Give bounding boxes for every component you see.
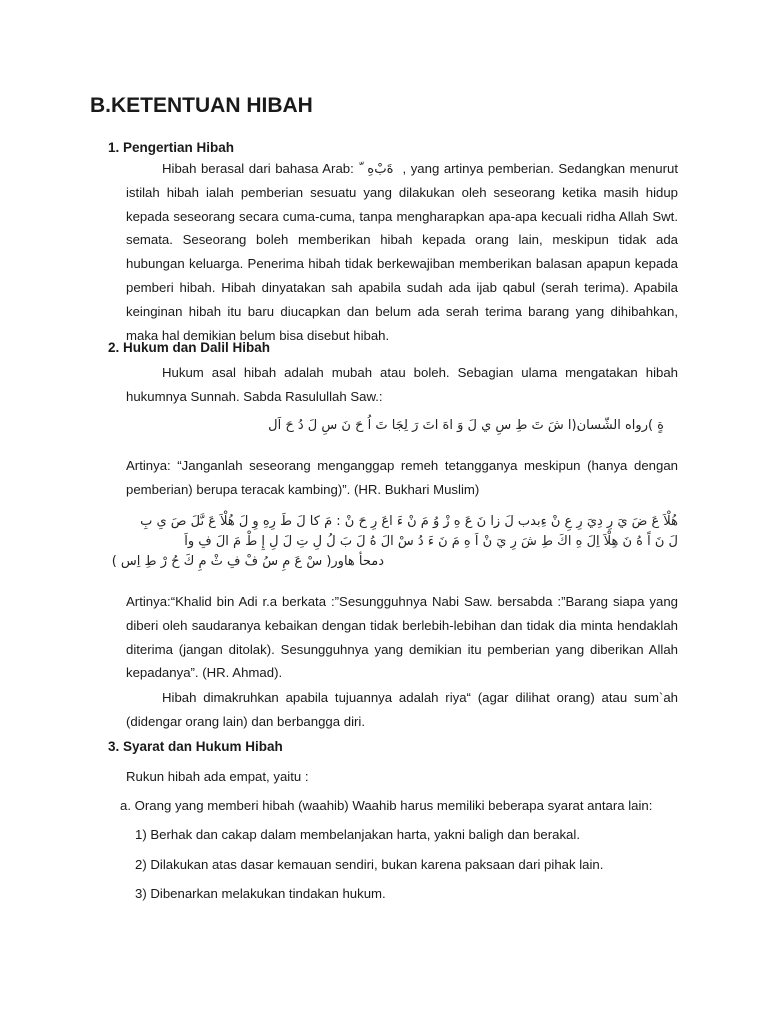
section-3-intro: Rukun hibah ada empat, yaitu : — [126, 769, 309, 784]
section-1-heading: 1. Pengertian Hibah — [108, 140, 235, 155]
section-2-paragraph: Hukum asal hibah adalah mubah atau boleh. Sebagian ulama mengatakan hibah hukumnya Sunnah. Sabda Rasulullah Saw.: — [126, 365, 678, 404]
arabic-hadith-2-line-2: لَ نَ اً هُ نَ هِلْاَ اِلَ هِ اكَ طِ شَ رِ يَ نْ اَ هِ مَ نَ ءَ دُ سْ الَ هُ لَ بَ لُ لِ تِ لَ لِ إِ طْ مَ الَ فِ واَ — [184, 534, 678, 549]
list-item-a: a. Orang yang memberi hibah (waahib) Waahib harus memiliki beberapa syarat antara lain: — [120, 798, 653, 813]
list-subitem-1: 1) Berhak dan cakap dalam membelanjakan harta, yakni baligh dan berakal. — [135, 827, 580, 842]
section-2-heading: 2. Hukum dan Dalil Hibah — [108, 340, 271, 355]
document-title: B.KETENTUAN HIBAH — [90, 94, 313, 117]
arabic-hadith-1: ةٍ )رواه الشّسان(ا شَ تَ طِ سِ ي لَ وَ اهَ اتَ رَ لِجَا تَ اُ حَ نَ سِ لَ دُ حَ اَل — [268, 418, 664, 433]
section-3-heading: 3. Syarat dan Hukum Hibah — [108, 739, 283, 754]
section-1-paragraph: Hibah berasal dari bahasa Arab: ‌ّ‌ ‌ ةَ‌بْ‌هِ‌‌ ‌ , yang artinya pemberian. Sedangkan menurut istilah hibah ialah pemberian sesuatu yang dilakukan oleh seseorang ketika masih hidup kepada seseorang secara cuma-cuma, tanpa mengharapkan apa-apa kecuali ridha Allah Swt. semata. Seseorang boleh memberikan hibah kepada orang lain, meskipun tidak ada hubungan keluarga. Penerima hibah tidak berkewajiban memberikan balasan apapun kepada pemberi hibah. Hibah dinyatakan sah apabila sudah ada ijab qabul (serah terima). Apabila keinginan hibah itu baru diucapkan dan belum ada serah terima barang yang dihibahkan, maka hal demikian belum bisa disebut hibah. — [126, 161, 678, 343]
list-subitem-2: 2) Dilakukan atas dasar kemauan sendiri, bukan karena paksaan dari pihak lain. — [135, 857, 604, 872]
hadith-2-translation: Artinya:“Khalid bin Adi r.a berkata :”Sesungguhnya Nabi Saw. bersabda :”Barang siapa yang diberi oleh saudaranya kebaikan dengan tidak berlebih-lebihan dan tidak dia minta hendaklah diterima (jangan ditolak). Sesungguhnya yang demikian itu pemberian yang diberikan Allah kepadanya”. (HR. Ahmad). — [126, 594, 678, 681]
section-2-paragraph-2: Hibah dimakruhkan apabila tujuannya adalah riya“ (agar dilihat orang) atau sum`ah (didengar orang lain) dan berbangga diri. — [126, 690, 678, 729]
hadith-1-translation: Artinya: “Janganlah seseorang menganggap remeh tetangganya meskipun (hanya dengan pemberian) berupa teracak kambing)”. (HR. Bukhari Muslim) — [126, 458, 678, 497]
arabic-hadith-2-line-3: دمحأ هاور( سْ عَ مِ سُ فْ فِ ثْ مِ كَ حُ رْ طِ اِس ) — [111, 554, 384, 569]
list-subitem-3: 3) Dibenarkan melakukan tindakan hukum. — [135, 886, 386, 901]
arabic-hadith-2-line-1: هُلْاَ عَ ضَ يَ رِ دِيَ رِ عِ نْ ءِبدب لَ زا نَ عَ هِ زْ وُ مَ نْ ءَ اعَ رِ حَ نْ : مَ كا لَ طَ رِهِ وِ لَ هُلْاَ عَ ىَّلَ صَ ىِ بِ — [140, 514, 678, 529]
